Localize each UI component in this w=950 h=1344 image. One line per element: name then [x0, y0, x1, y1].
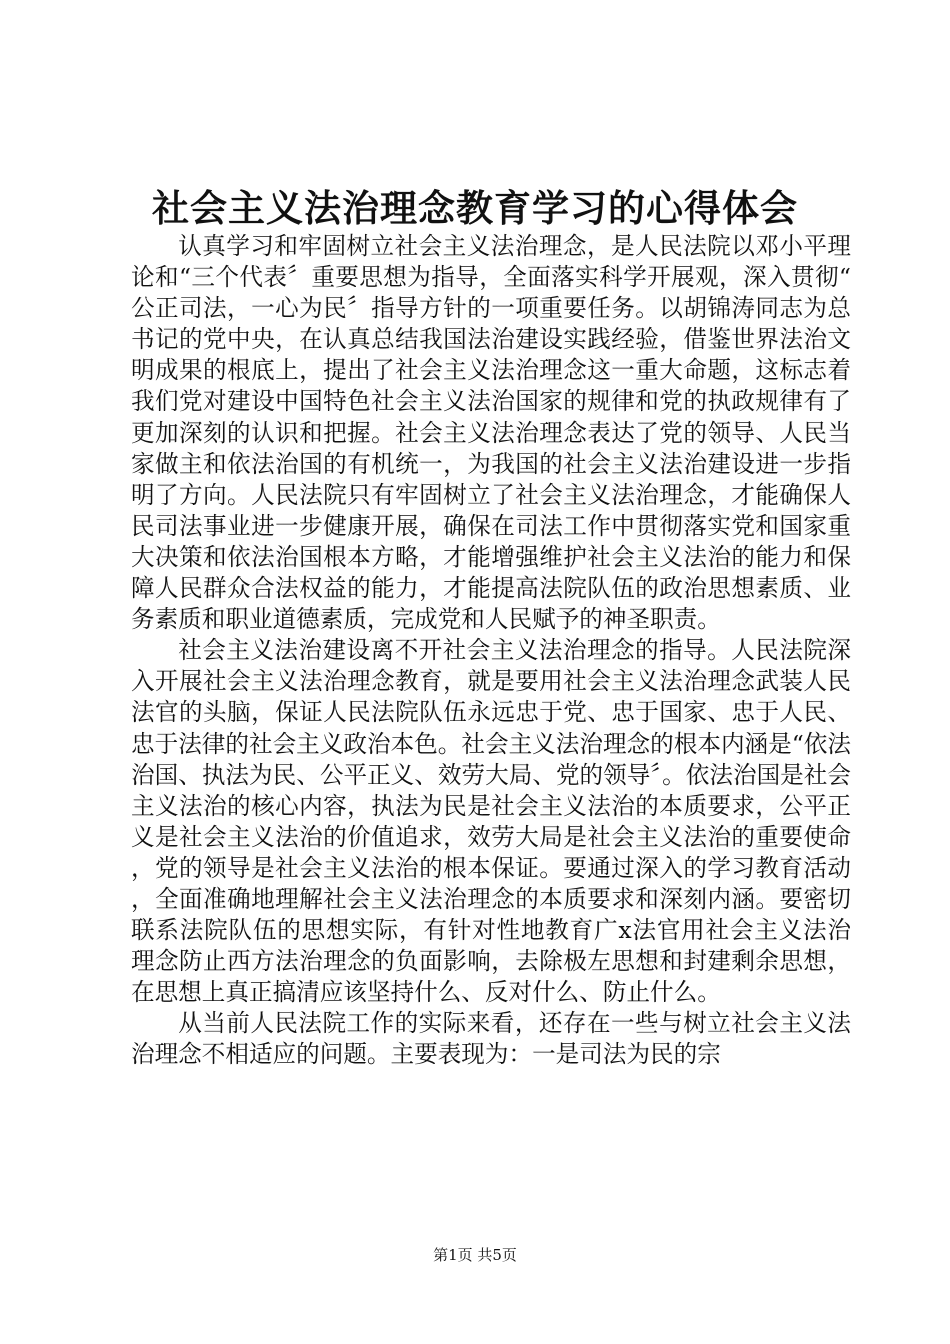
paragraph-3: 从当前人民法院工作的实际来看，还存在一些与树立社会主义法治理念不相适应的问题。主要表现为：一是司法为民的宗 — [131, 1009, 851, 1069]
page-footer: 第1页 共5页 — [433, 1246, 517, 1264]
document-body — [131, 231, 851, 1071]
paragraph-2: 社会主义法治建设离不开社会主义法治理念的指导。人民法院深入开展社会主义法治理念教育，就是要用社会主义法治理念武装人民法官的头脑，保证人民法院队伍永远忠于党、忠于国家、忠于人民、忠于法律的社会主义政治本色。社会主义法治理念的根本内涵是“依法治国、执法为民、公平正义、效劳大局、党的领导〞。依法治国是社会主义法治的核心内容，执法为民是社会主义法治的本质要求，公平正义是社会主义法治的价值追求，效劳大局是社会主义法治的重要使命，党的领导是社会主义法治的根本保证。要通过深入的学习教育活动，全面准确地理解社会主义法治理念的本质要求和深刻内涵。要密切联系法院队伍的思想实际，有针对性地教育广x法官用社会主义法治理念防止西方法治理念的负面影响，去除极左思想和封建剩余思想，在思想上真正搞清应该坚持什么、反对什么、防止什么。 — [131, 636, 851, 1007]
document-title: 社会主义法治理念教育学习的心得体会 — [152, 186, 798, 230]
paragraph-1: 认真学习和牢固树立社会主义法治理念，是人民法院以邓小平理论和“三个代表〞重要思想为指导，全面落实科学开展观，深入贯彻“公正司法，一心为民〞指导方针的一项重要任务。以胡锦涛同志为总书记的党中央，在认真总结我国法治建设实践经验，借鉴世界法治文明成果的根底上，提出了社会主义法治理念这一重大命题，这标志着我们党对建设中国特色社会主义法治国家的规律和党的执政规律有了更加深刻的认识和把握。社会主义法治理念表达了党的领导、人民当家做主和依法治国的有机统一，为我国的社会主义法治建设进一步指明了方向。人民法院只有牢固树立了社会主义法治理念，才能确保人民司法事业进一步健康开展，确保在司法工作中贯彻落实党和国家重大决策和依法治国根本方略，才能增强维护社会主义法治的能力和保障人民群众合法权益的能力，才能提高法院队伍的政治思想素质、业务素质和职业道德素质，完成党和人民赋予的神圣职责。 — [131, 232, 851, 634]
